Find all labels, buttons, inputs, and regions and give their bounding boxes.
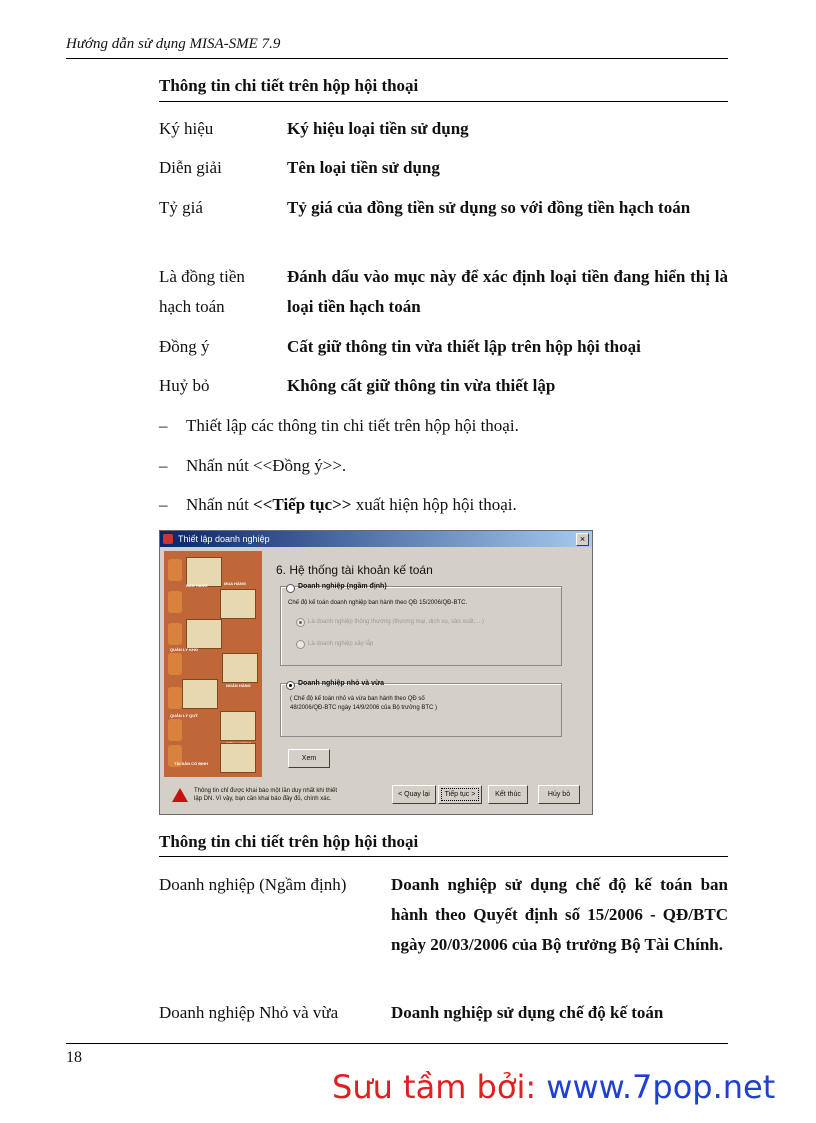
bullet-text-pre: Nhấn nút	[186, 495, 254, 514]
option-label-default: Doanh nghiệp (ngầm định)	[298, 583, 387, 590]
bullet-text-post: xuất hiện hộp hội thoại.	[351, 495, 517, 514]
option-desc-sme-1: ( Chế độ kế toán nhỏ và vừa ban hành theo QĐ số	[290, 696, 425, 702]
back-button[interactable]: < Quay lại	[392, 785, 436, 804]
option-desc-sme-2: 48/2006/QĐ-BTC ngày 14/9/2006 của Bộ trưởng BTC )	[290, 705, 438, 711]
bullet-dash: –	[159, 456, 168, 475]
sidebar-item-sales: BÁN HÀNG	[164, 555, 262, 589]
definition-desc: Cất giữ thông tin vừa thiết lập trên hộp hội thoại	[287, 337, 641, 356]
view-button[interactable]: Xem	[288, 749, 330, 768]
option-group-default	[280, 586, 562, 666]
bullet-text: Nhấn nút <<Đồng ý>>.	[186, 456, 347, 475]
definition-desc: Doanh nghiệp sử dụng chế độ kế toán ban hành theo Quyết định số 15/2006 - QĐ/BTC ngày 20/03/2006 của Bộ trưởng Bộ Tài Chính.	[391, 875, 728, 954]
definition-desc: Tỷ giá của đồng tiền sử dụng so với đồng tiền hạch toán	[287, 198, 691, 217]
definition-desc: Không cất giữ thông tin vừa thiết lập	[287, 376, 556, 395]
definition-term: Doanh nghiệp (Ngầm định)	[159, 875, 347, 894]
definition-term: Tỷ giá	[159, 198, 203, 217]
option-desc-default: Chế độ kế toán doanh nghiệp ban hành theo QĐ 15/2006/QĐ-BTC.	[288, 600, 468, 606]
module-sidebar	[164, 551, 262, 777]
definition-desc: Tên loại tiền sử dụng	[287, 158, 440, 177]
definition-term: Ký hiệu	[159, 119, 214, 138]
section-title-1: Thông tin chi tiết trên hộp hội thoại	[159, 76, 419, 95]
dialog-title: Thiết lập doanh nghiệp	[178, 534, 270, 544]
sidebar-item-cash: QUẢN LÝ QUỸ	[164, 681, 262, 715]
bullet-text	[186, 495, 517, 515]
radio-regular-enterprise[interactable]	[296, 618, 305, 627]
next-button[interactable]: Tiếp tục >	[438, 785, 482, 804]
bullet-dash: –	[159, 416, 168, 435]
definition-desc: Đánh dấu vào mục này để xác định loại tiền đang hiển thị là loại tiền hạch toán	[287, 267, 728, 316]
bullet-text-bold: <<Tiếp tục>>	[253, 495, 352, 514]
sidebar-item-purchase: MUA HÀNG	[164, 587, 262, 621]
bullet-text: Thiết lập các thông tin chi tiết trên hộp hội thoại.	[186, 416, 519, 435]
footer-rule	[66, 1043, 728, 1044]
definition-term: Đồng ý	[159, 337, 210, 356]
definition-desc: Doanh nghiệp sử dụng chế độ kế toán	[391, 1003, 664, 1022]
bullet-dash: –	[159, 495, 168, 514]
radio-sme-enterprise[interactable]	[286, 681, 295, 690]
option-sub-regular: Là doanh nghiệp thông thường (thương mại, dịch vụ, sản xuất, ...)	[308, 619, 485, 625]
setup-dialog-screenshot	[159, 530, 593, 815]
option-label-sme: Doanh nghiệp nhỏ và vừa	[298, 680, 384, 687]
header-rule	[66, 58, 728, 59]
watermark	[332, 1068, 775, 1106]
page-number: 18	[66, 1049, 82, 1066]
sidebar-item-inventory: QUẢN LÝ KHO	[164, 617, 262, 651]
section-rule-1	[159, 101, 728, 102]
radio-default-enterprise[interactable]	[286, 584, 295, 593]
definition-desc: Ký hiệu loại tiền sử dụng	[287, 119, 469, 138]
watermark-prefix: Sưu tầm bởi:	[332, 1068, 547, 1106]
radio-construction-enterprise[interactable]	[296, 640, 305, 649]
finish-button[interactable]: Kết thúc	[488, 785, 528, 804]
sidebar-item-bank: NGÂN HÀNG	[164, 647, 262, 681]
definition-term: Huỷ bỏ	[159, 376, 210, 395]
option-sub-construction: Là doanh nghiệp xây lắp	[308, 641, 374, 647]
warning-text: Thông tin chỉ được khai báo một lần duy nhất khi thiết lập DN. Vì vậy, bạn cần khai báo đầy đủ, chính xác.	[194, 788, 338, 802]
definition-term: Doanh nghiệp Nhỏ và vừa	[159, 1003, 339, 1022]
running-header: Hướng dẫn sử dụng MISA-SME 7.9	[66, 36, 281, 52]
dialog-titlebar	[160, 531, 592, 547]
definition-term: Diễn giải	[159, 158, 222, 177]
section-rule-2	[159, 856, 728, 857]
app-icon	[163, 534, 173, 544]
definition-term: Là đồng tiền hạch toán	[159, 267, 245, 316]
warning-icon	[172, 788, 188, 802]
close-icon[interactable]: ×	[576, 533, 589, 546]
section-title-2: Thông tin chi tiết trên hộp hội thoại	[159, 832, 419, 851]
cancel-button[interactable]: Hủy bỏ	[538, 785, 580, 804]
step-title: 6. Hệ thống tài khoản kế toán	[276, 563, 433, 577]
watermark-site: www.7pop.net	[546, 1068, 776, 1106]
sidebar-item-fixed-assets: TÀI SẢN CỐ ĐỊNH	[164, 741, 262, 775]
